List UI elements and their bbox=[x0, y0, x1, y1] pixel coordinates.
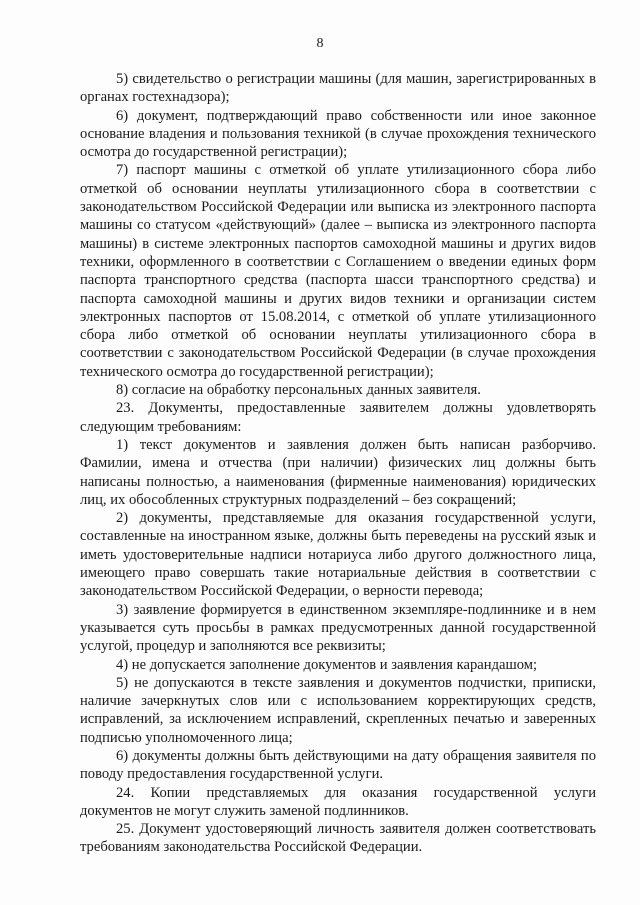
page-number: 8 bbox=[316, 36, 324, 51]
paragraph-requirement-2: 2) документы, представляемые для оказания государственной услуги, составленные на иностранном языке, должны быть переведены на русский язык и иметь удостоверительные надписи нотариуса либо другого должностного лица, имеющего право совершать такие нотариальные действия в соответствии с законодательством Российской Федерации, о верности перевода; bbox=[80, 510, 596, 600]
paragraph-requirement-5: 5) не допускаются в тексте заявления и документов подчистки, приписки, наличие зачеркнутых слов или с использованием корректирующих средств, исправлений, за исключением исправлений, скрепленных печатью и заверенных подписью уполномоченного лица; bbox=[80, 674, 596, 746]
paragraph-item-7: 7) паспорт машины с отметкой об уплате утилизационного сбора либо отметкой об основании неуплаты утилизационного сбора в соответствии с законодательством Российской Федерации или выписка из электронного паспорта машины со статусом «действующий» (далее – выписка из электронного паспорта машины) в системе электронных паспортов самоходной машины и других видов техники, оформленного в соответствии с Соглашением о введении единых форм паспорта транспортного средства (паспорта шасси транспортного средства) и паспорта самоходной машины и других видов техники и организации систем электронных паспортов от 15.08.2014, с отметкой об уплате утилизационного сбора либо отметкой об основании неуплаты утилизационного сбора в соответствии с законодательством Российской Федерации (в случае прохождения технического осмотра до государственной регистрации); bbox=[80, 162, 596, 380]
paragraph-clause-24: 24. Копии представляемых для оказания государственной услуги документов не могут служить заменой подлинников. bbox=[80, 784, 596, 819]
paragraph-requirement-6: 6) документы должны быть действующими на дату обращения заявителя по поводу предоставления государственной услуги. bbox=[80, 747, 596, 783]
paragraph-item-5: 5) свидетельство о регистрации машины (для машин, зарегистрированных в органах гостехнадзора); bbox=[80, 71, 596, 106]
paragraph-clause-25: 25. Документ удостоверяющий личность заявителя должен соответствовать требованиям законодательства Российской Федерации. bbox=[80, 821, 596, 856]
document-body bbox=[80, 70, 596, 857]
paragraph-requirement-3: 3) заявление формируется в единственном экземпляре-подлиннике и в нем указывается суть просьбы в рамках предусмотренных данной государственной услугой, процедур и заполняются все реквизиты; bbox=[80, 601, 596, 655]
paragraph-clause-23: 23. Документы, предоставленные заявителем должны удовлетворять следующим требованиям: bbox=[80, 400, 596, 435]
paragraph-requirement-4: 4) не допускается заполнение документов и заявления карандашом; bbox=[116, 656, 538, 673]
paragraph-item-8: 8) согласие на обработку персональных данных заявителя. bbox=[116, 382, 481, 399]
paragraph-requirement-1: 1) текст документов и заявления должен быть написан разборчиво. Фамилии, имена и отчества (при наличии) физических лиц должны быть написаны полностью, а наименования (фирменные наименования) юридических лиц, их обособленных структурных подразделений – без сокращений; bbox=[80, 436, 596, 508]
paragraph-item-6: 6) документ, подтверждающий право собственности или иное законное основание владения и пользования техникой (в случае прохождения технического осмотра до государственной регистрации); bbox=[80, 107, 596, 161]
